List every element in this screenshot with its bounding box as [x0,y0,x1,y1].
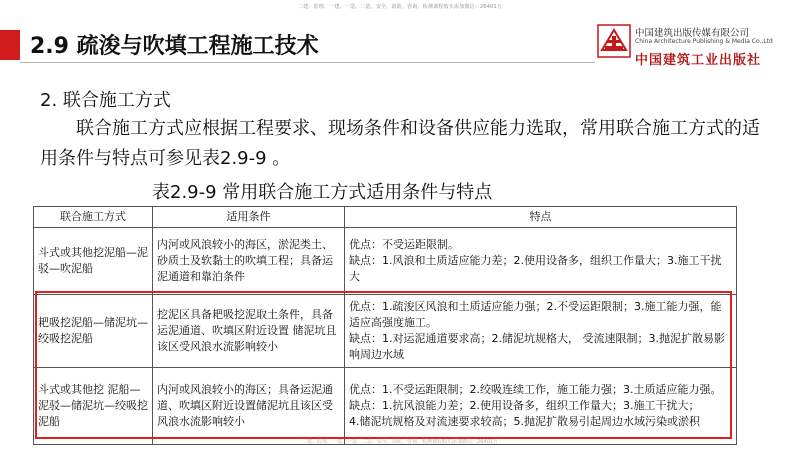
page-title: 2.9 疏浚与吹填工程施工技术 [30,34,319,59]
header-features: 特点 [345,207,737,228]
publisher-name-calligraphy: 中国建筑工业出版社 [635,53,762,68]
cell-method: 耙吸挖泥船—储泥坑—绞吸挖泥船 [34,295,153,368]
watermark-top: 二建、监理、一建、一造、二造、安全、消防、咨询、检测课程购买添加微信：26401万 [297,4,503,10]
section-heading: 2. 联合施工方式 [40,90,171,111]
title-accent-bar [0,30,20,60]
table-row [34,228,737,295]
cell-method: 斗式或其他挖泥船—泥驳—吹泥船 [34,228,153,295]
header-condition: 适用条件 [153,207,345,228]
cabp-logo-icon [597,24,631,58]
cell-condition: 内河或风浪较小的海区；具备运泥通道、吹填区附近设置储泥坑且该区受风浪水流影响较小 [153,368,345,445]
cell-condition: 内河或风浪较小的海区，淤泥类土、砂质土及软黏土的吹填工程；具备运泥通道和靠泊条件 [153,228,345,295]
title-divider [20,62,595,63]
table-row [34,295,737,368]
features-text: 优点：1.疏浚区风浪和土质适应能力强；2.不受运距限制；3.施工能力强，能适应高强度施工。 缺点：1.对运泥通道要求高；2.储泥坑规格大， 受流速限制；3.抛泥扩散易影响周边水域 [349,300,725,361]
features-text: 优点：1.不受运距限制；2.绞吸连续工作，施工能力强；3.土质适应能力强。 缺点：1.抗风浪能力差；2.使用设备多，组织工作量大；3.施工干扰大； 4.储泥坑规格及对流速要求较高；5.抛泥扩散易引起周边水域污染或淤积 [349,383,722,428]
cell-features [345,228,737,295]
cell-method: 斗式或其他挖 泥船—泥驳—储泥坑—绞吸挖泥船 [34,368,153,445]
table-header-row [34,207,737,228]
cell-features [345,368,737,445]
table-row [34,368,737,445]
publisher-name-en: China Architecture Publishing & Media Co.,Ltd [635,38,773,45]
publisher-name-cn: 中国建筑出版传媒有限公司 [635,28,750,39]
features-text: 优点：不受运距限制。 缺点：1.风浪和土质适应能力差；2.使用设备多，组织工作量大；3.施工干扰大 [349,238,722,283]
publisher-logo-block [597,22,797,72]
methods-table [33,206,737,445]
cell-features [345,295,737,368]
cell-condition: 挖泥区具备耙吸挖泥取土条件，具备运泥通道、吹填区附近设置 储泥坑且该区受风浪水流影响较小 [153,295,345,368]
intro-paragraph: 联合施工方式应根据工程要求、现场条件和设备供应能力选取，常用联合施工方式的适用条件与特点可参见表2.9-9 。 [40,118,760,169]
header-method: 联合施工方式 [34,207,153,228]
watermark-bottom: 二建、监理、一建、一造、二造、安全、消防、咨询、检测课程购买添加微信：26401万 [302,439,498,445]
table-caption: 表2.9-9 常用联合施工方式适用条件与特点 [152,182,493,203]
